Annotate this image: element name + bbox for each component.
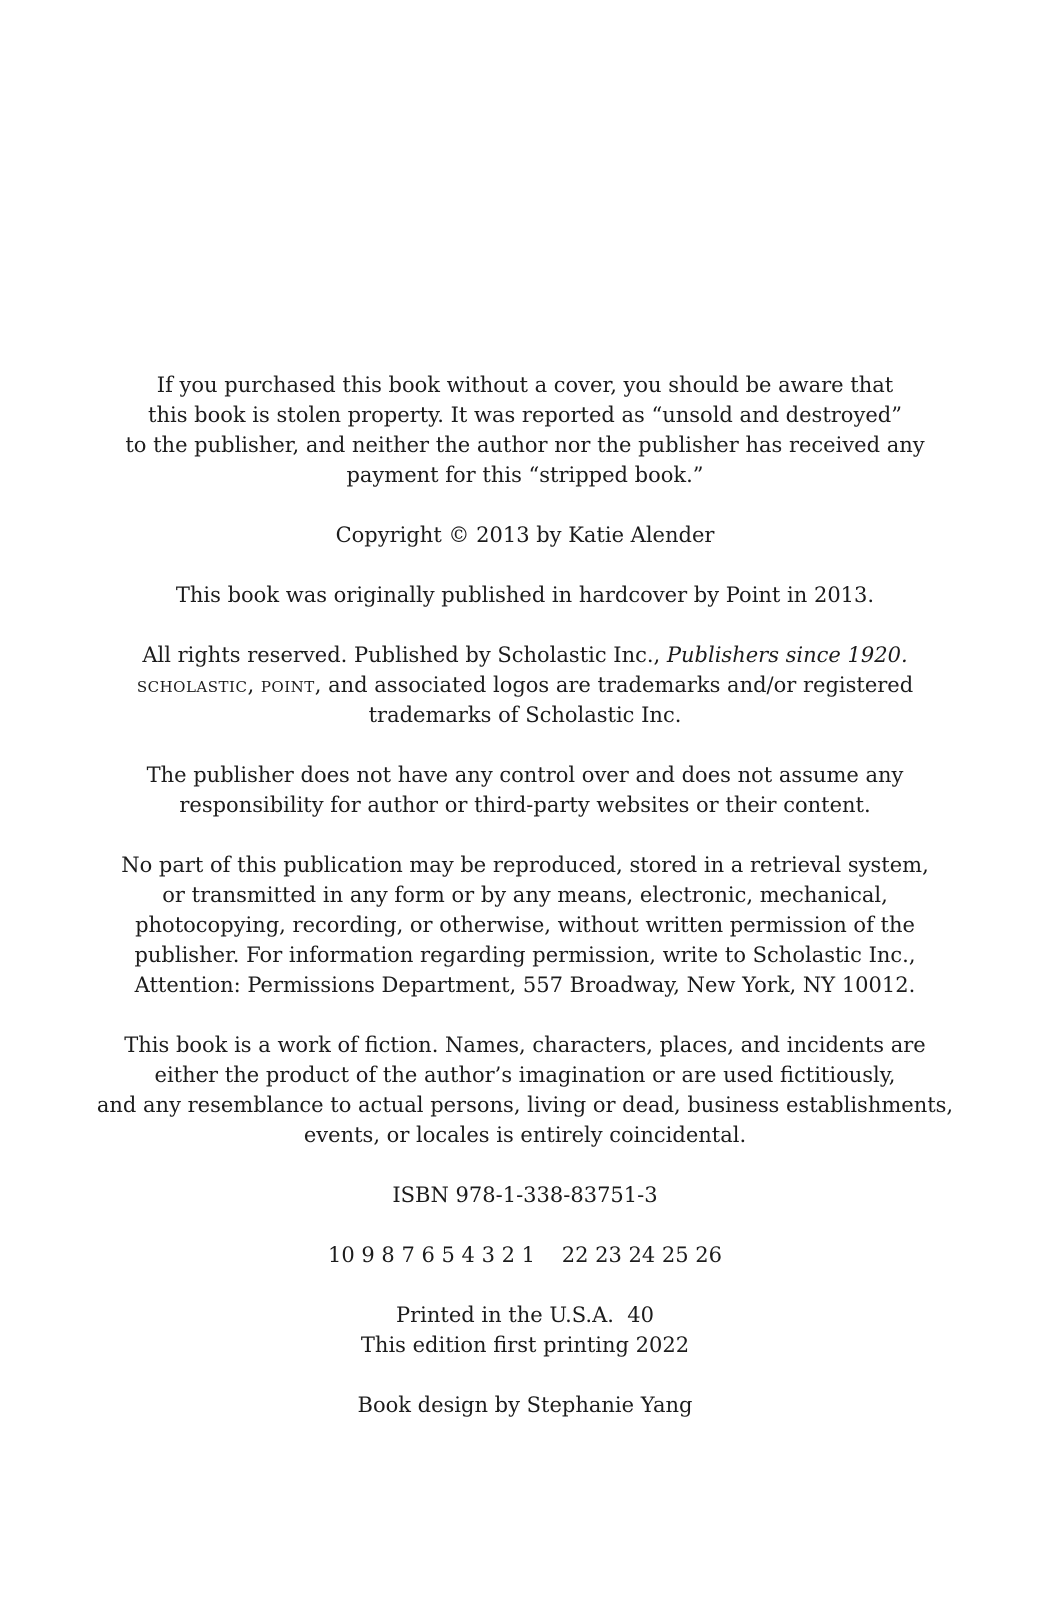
reproduction-line: or transmitted in any form or by any means, electronic, mechanical,: [162, 883, 888, 907]
isbn: ISBN 978-1-338-83751-3: [392, 1183, 658, 1207]
fiction-line: and any resemblance to actual persons, living or dead, business establishments,: [96, 1093, 954, 1117]
reproduction-notice: [0, 850, 1050, 1000]
disclaimer-line: The publisher does not have any control over and does not assume any: [146, 763, 904, 787]
copyright-statement: [0, 520, 1050, 550]
original-publication-line: This book was originally published in hardcover by Point in 2013.: [175, 583, 875, 607]
scholastic-trademark: scholastic: [136, 673, 248, 697]
rights-line-1: [0, 640, 1050, 670]
fiction-line: either the product of the author’s imagination or are used fictitiously,: [154, 1063, 896, 1087]
rights-text: All rights reserved. Published by Scholastic Inc.,: [142, 643, 667, 667]
fiction-disclaimer: [0, 1030, 1050, 1150]
original-publication-note: [0, 580, 1050, 610]
publishers-since-text: Publishers since 1920.: [666, 643, 908, 667]
trademark-text: , and associated logos are trademarks and/or registered: [314, 673, 914, 697]
design-credit-block: [0, 1390, 1050, 1420]
rights-line-3: trademarks of Scholastic Inc.: [368, 703, 682, 727]
stripped-book-notice: [0, 370, 1050, 490]
notice-line: this book is stolen property. It was reported as “unsold and destroyed”: [148, 403, 902, 427]
copyright-line: Copyright © 2013 by Katie Alender: [335, 523, 715, 547]
reproduction-line: publisher. For information regarding permission, write to Scholastic Inc.,: [134, 943, 916, 967]
printing-line-block: [0, 1240, 1050, 1270]
design-credit: Book design by Stephanie Yang: [357, 1393, 693, 1417]
edition-printing: This edition first printing 2022: [360, 1333, 690, 1357]
website-disclaimer: [0, 760, 1050, 820]
reproduction-line: photocopying, recording, or otherwise, without written permission of the: [135, 913, 915, 937]
trademark-separator: ,: [247, 673, 261, 697]
notice-line: to the publisher, and neither the author nor the publisher has received any: [125, 433, 925, 457]
notice-line: If you purchased this book without a cover, you should be aware that: [156, 373, 894, 397]
reproduction-line: No part of this publication may be reproduced, stored in a retrieval system,: [121, 853, 929, 877]
reproduction-line: Attention: Permissions Department, 557 Broadway, New York, NY 10012.: [134, 973, 916, 997]
isbn-block: [0, 1180, 1050, 1210]
printing-info: [0, 1300, 1050, 1360]
disclaimer-line: responsibility for author or third-party websites or their content.: [179, 793, 871, 817]
printing-number-line: 10 9 8 7 6 5 4 3 2 1 22 23 24 25 26: [327, 1243, 723, 1267]
copyright-page-text: [0, 370, 1050, 1450]
fiction-line: This book is a work of fiction. Names, characters, places, and incidents are: [124, 1033, 926, 1057]
rights-line-2: [0, 670, 1050, 700]
rights-statement: [0, 640, 1050, 730]
fiction-line: events, or locales is entirely coincidental.: [303, 1123, 747, 1147]
point-trademark: point: [260, 673, 315, 697]
notice-line: payment for this “stripped book.”: [346, 463, 704, 487]
printed-in-country: Printed in the U.S.A. 40: [395, 1303, 655, 1327]
